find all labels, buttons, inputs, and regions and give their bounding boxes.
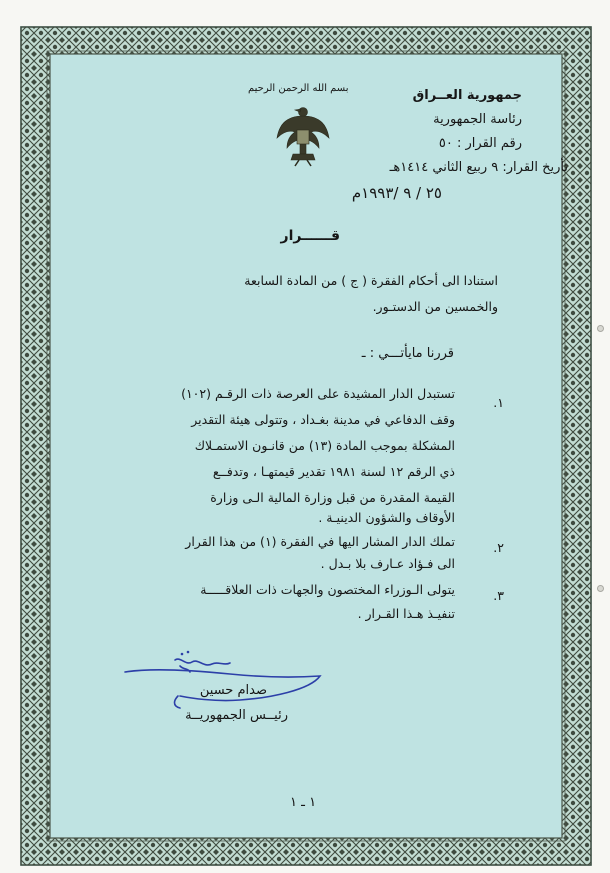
basmala: بسم الله الرحمن الرحيم — [248, 83, 349, 94]
preamble-line-1: استنادا الى أحكام الفقرة ( ج ) من المادة السابعة — [244, 273, 498, 288]
signatory-name: صدام حسين — [199, 683, 267, 698]
signatory-title: رئيــس الجمهوريــة — [185, 708, 288, 723]
item-line: تملك الدار المشار اليها في الفقرة (١) من هذا القرار — [185, 534, 455, 549]
item-number: ١. — [493, 395, 504, 410]
item-number: ٣. — [493, 588, 504, 603]
item-line: القيمة المقدرة من قبل وزارة المالية الـى وزارة — [210, 490, 455, 505]
punch-hole — [597, 585, 604, 592]
item-line: تنفيـذ هـذا القـرار . — [357, 606, 455, 621]
item-line: تستبدل الدار المشيدة على العرصة ذات الرقـم (١٠٢) — [181, 386, 455, 401]
decree-date-hijri: تأريخ القرار: ٩ ربيع الثاني ١٤١٤هـ — [389, 160, 568, 175]
punch-hole — [597, 325, 604, 332]
item-line: يتولى الـوزراء المختصون والجهات ذات العلاقـــــة — [200, 582, 455, 597]
page-number: ١ ـ ١ — [290, 795, 317, 810]
item-line: وقف الدفاعي في مدينة بغـداد ، وتتولى هيئة التقدير — [191, 412, 455, 427]
country-name: جمهورية العــراق — [412, 88, 522, 103]
item-line: الى فـؤاد عـارف بلا بـدل . — [320, 556, 455, 571]
presidency-office: رئاسة الجمهورية — [433, 112, 522, 127]
decree-number: رقم القرار : ٥٠ — [438, 136, 522, 151]
resolved-heading: قررنا مايأتـــي : ـ — [361, 346, 454, 361]
document-title: قــــــرار — [280, 228, 340, 244]
item-line: المشكلة بموجب المادة (١٣) من قانـون الاستمـلاك — [194, 438, 455, 453]
item-number: ٢. — [493, 540, 504, 555]
eagle-emblem-icon — [275, 102, 331, 168]
item-line: ذي الرقم ١٢ لسنة ١٩٨١ تقدير قيمتهـا ، وتدفــع — [212, 464, 455, 479]
preamble-line-2: والخمسين من الدستـور. — [372, 299, 498, 314]
decree-date-gregorian: ٢٥ / ٩ /١٩٩٣م — [351, 184, 442, 202]
item-line: الأوقاف والشؤون الدينيـة . — [318, 510, 455, 525]
